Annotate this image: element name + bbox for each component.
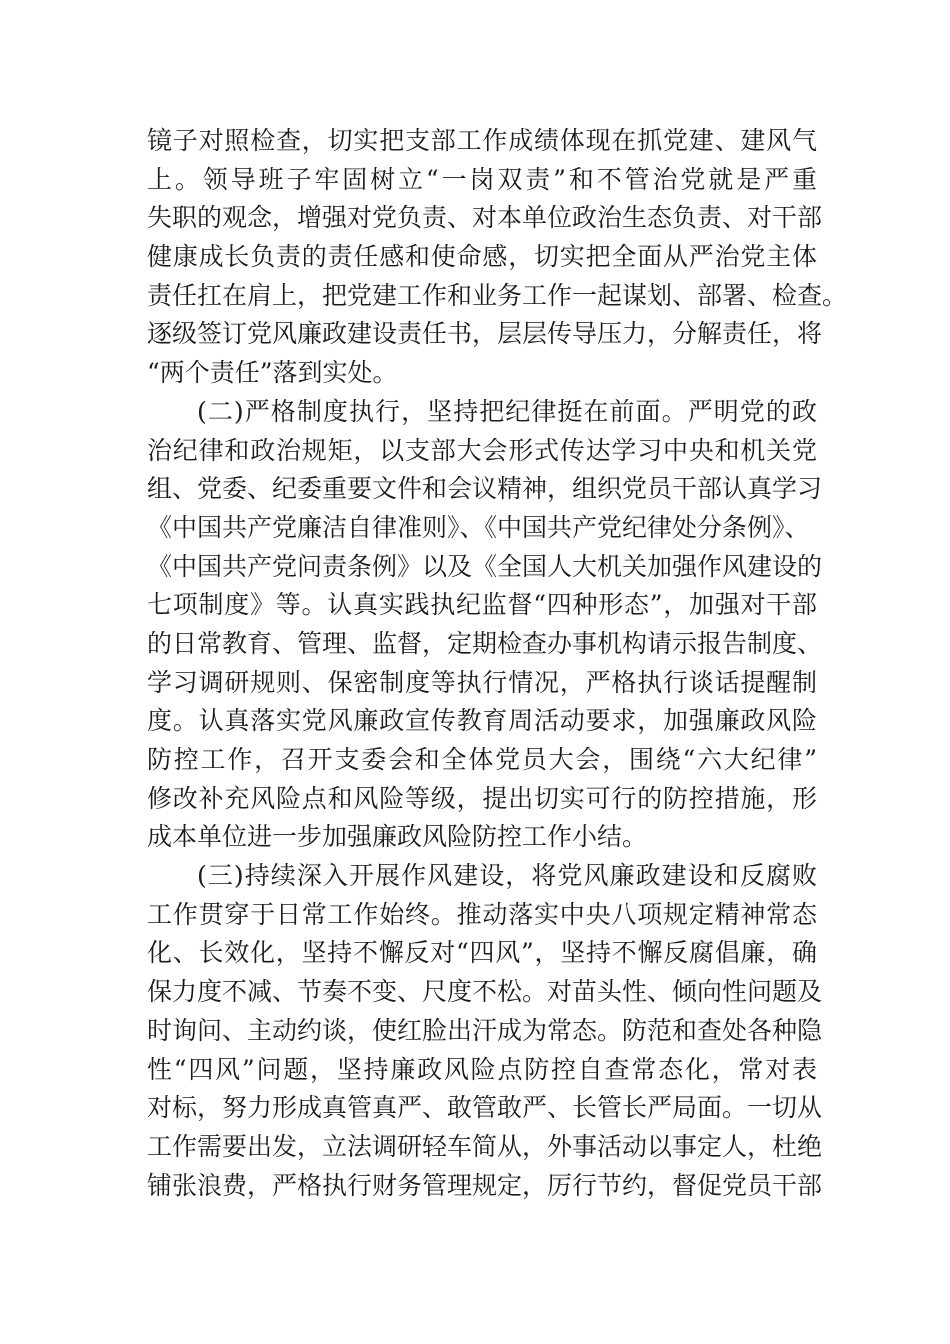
text-line: 责任扛在肩上，把党建工作和业务工作一起谋划、部署、检查。 — [147, 280, 848, 310]
text-line: 防控工作，召开支委会和全体党员大会，围绕“六大纪律” — [147, 745, 817, 774]
text-line: 七项制度》等。认真实践执纪监督“四种形态”，加强对干部 — [147, 590, 817, 620]
text-line: 治纪律和政治规矩，以支部大会形式传达学习中央和机关党 — [147, 435, 817, 465]
text-line: 工作需要出发，立法调研轻车简从，外事活动以事定人，杜绝 — [147, 1131, 823, 1161]
body-text — [147, 122, 848, 1205]
text-line: 成本单位进一步加强廉政风险防控工作小结。 — [147, 822, 648, 852]
text-line: 铺张浪费，严格执行财务管理规定，厉行节约，督促党员干部 — [147, 1170, 823, 1200]
text-line: 组、党委、纪委重要文件和会议精神，组织党员干部认真学习 — [147, 474, 823, 504]
text-line: 健康成长负责的责任感和使命感，切实把全面从严治党主体 — [147, 242, 817, 272]
text-line: 镜子对照检查，切实把支部工作成绩体现在抓党建、建风气 — [147, 126, 817, 155]
text-line: 学习调研规则、保密制度等执行情况，严格执行谈话提醒制 — [147, 667, 817, 697]
text-line: 时询问、主动约谈，使红脸出汗成为常态。防范和查处各种隐 — [147, 1015, 823, 1045]
text-line: 失职的观念，增强对党负责、对本单位政治生态负责、对干部 — [147, 203, 823, 233]
text-line: “两个责任”落到实处。 — [147, 358, 398, 388]
text-line: 度。认真落实党风廉政宣传教育周活动要求，加强廉政风险 — [147, 706, 817, 736]
paragraph-first-line: (三)持续深入开展作风建设，将党风廉政建设和反腐败 — [197, 861, 817, 891]
text-line: 逐级签订党风廉政建设责任书，层层传导压力，分解责任，将 — [147, 319, 823, 349]
text-line: 上。领导班子牢固树立“一岗双责”和不管治党就是严重 — [147, 164, 817, 194]
text-line: 对标，努力形成真管真严、敢管敢严、长管长严局面。一切从 — [147, 1093, 823, 1123]
text-line: 保力度不减、节奏不变、尺度不松。对苗头性、倾向性问题及 — [147, 977, 823, 1007]
text-line: 化、长效化，坚持不懈反对“四风”，坚持不懈反腐倡廉，确 — [147, 938, 817, 968]
text-line: 的日常教育、管理、监督，定期检查办事机构请示报告制度、 — [147, 628, 823, 658]
text-line: 性“四风”问题，坚持廉政风险点防控自查常态化，常对表 — [147, 1054, 817, 1084]
text-line: 修改补充风险点和风险等级，提出切实可行的防控措施，形 — [147, 783, 817, 813]
paragraph-first-line: (二)严格制度执行，坚持把纪律挺在前面。严明党的政 — [197, 396, 817, 426]
text-line: 工作贯穿于日常工作始终。推动落实中央八项规定精神常态 — [147, 899, 817, 929]
text-line: 《中国共产党问责条例》以及《全国人大机关加强作风建设的 — [147, 551, 823, 581]
text-line: 《中国共产党廉洁自律准则》、《中国共产党纪律处分条例》、 — [147, 512, 810, 542]
